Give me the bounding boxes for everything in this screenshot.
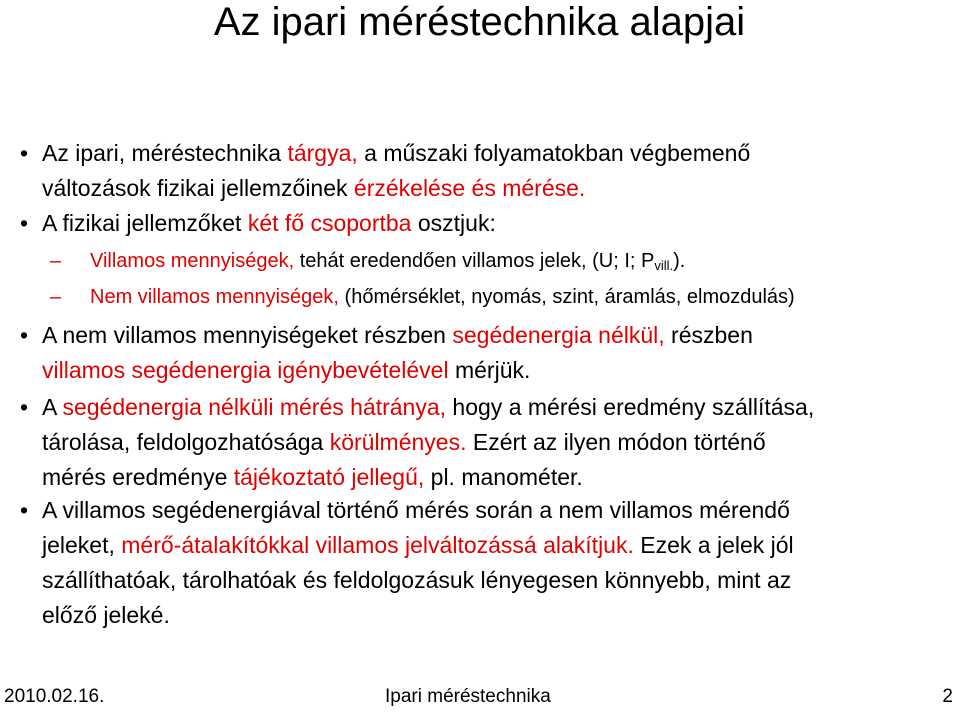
text: Az ipari, méréstechnika [42,140,288,166]
text: a műszaki folyamatokban végbemenő [357,140,751,166]
subscript: vill. [654,258,674,273]
bullet-marker: • [20,394,29,420]
text: részben [664,322,753,348]
bullet-marker: • [20,497,29,523]
highlight: Villamos mennyiségek, [90,250,295,272]
highlight: mérő-átalakítókkal villamos jelváltozássá alakítjuk. [121,532,634,558]
text: előző jeleké. [42,602,170,628]
text: pl. manométer. [424,464,583,490]
highlight: villamos segédenergia igénybevételével [42,357,449,383]
highlight: segédenergia nélkül, [452,322,665,348]
bullet-3 [20,318,950,388]
highlight: érzékelése és mérése. [353,175,586,201]
bullet-2 [20,206,950,241]
text: osztjuk: [411,210,496,236]
highlight: körülményes. [329,429,467,455]
text: A fizikai jellemzőket [42,210,248,236]
text: tehát eredendően villamos jelek, (U; I; P [294,250,655,272]
text: (hőmérséklet, nyomás, szint, áramlás, elmozdulás) [338,286,795,308]
text: mérjük. [448,357,531,383]
text: Ezek a jelek jól [633,532,794,558]
bullet-marker: • [20,210,29,236]
sub-item-2 [50,282,950,312]
sub-item-1 [50,246,950,281]
text: A villamos segédenergiával történő mérés során a nem villamos mérendő [42,497,790,523]
footer-date: 2010.02.16. [4,686,105,707]
footer-title: Ipari méréstechnika [385,686,551,707]
bullet-marker: • [20,140,29,166]
slide-title: Az ipari méréstechnika alapjai [213,0,746,44]
text: változások fizikai jellemzőinek [42,175,354,201]
bullet-5 [20,493,950,633]
dash-marker: – [50,286,62,308]
text: mérés eredménye [42,464,234,490]
bullet-4 [20,390,950,495]
highlight: tárgya, [287,140,358,166]
highlight: két fő csoportba [247,210,412,236]
text: Ezért az ilyen módon történő [466,429,766,455]
page-number: 2 [942,686,953,707]
text: hogy a mérési eredmény szállítása, [446,394,815,420]
bullet-1 [20,136,950,206]
dash-marker: – [50,250,62,272]
highlight: segédenergia nélküli mérés hátránya, [62,394,447,420]
text: A [42,394,63,420]
text: szállíthatóak, tárolhatóak és feldolgozásuk lényegesen könnyebb, mint az [42,567,792,593]
highlight: tájékoztató jellegű, [233,464,425,490]
text: tárolása, feldolgozhatósága [42,429,330,455]
text: jeleket, [42,532,122,558]
highlight: Nem villamos mennyiségek, [90,286,339,308]
text: ). [673,250,686,272]
text: A nem villamos mennyiségeket részben [42,322,453,348]
bullet-marker: • [20,322,29,348]
